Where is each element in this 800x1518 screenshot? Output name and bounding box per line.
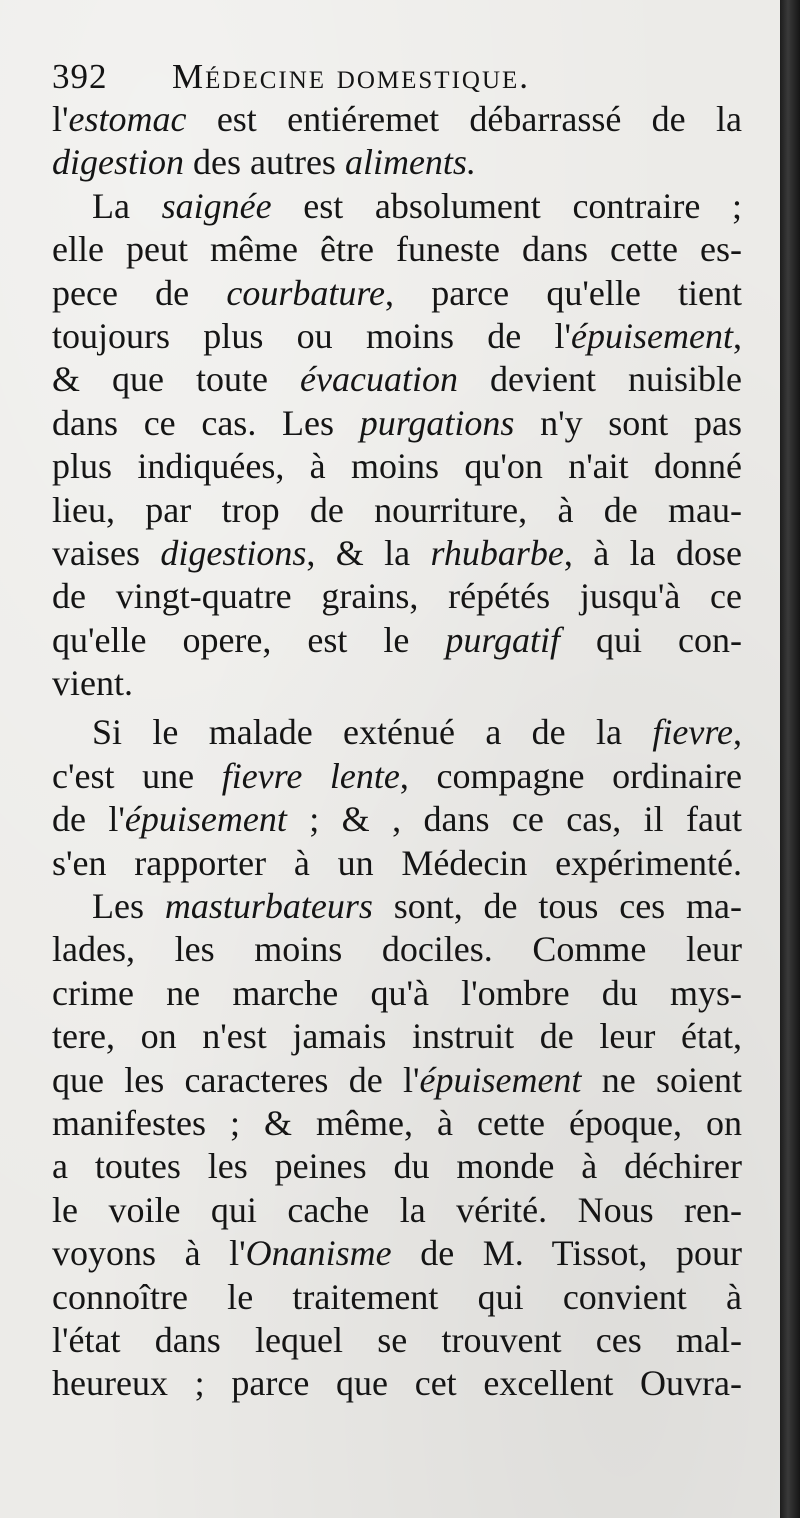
text-line: tere, on n'est jamais instruit de leur état, — [52, 1016, 742, 1057]
text-line: plus indiquées, à moins qu'on n'ait donné — [52, 446, 742, 487]
text-line: l'estomac est entiéremet débarrassé de la — [52, 99, 742, 139]
text-line: c'est une fievre lente, compagne ordinaire — [52, 755, 742, 796]
page-edge-shadow — [780, 0, 800, 1518]
text-line: qu'elle opere, est le purgatif qui con- — [52, 619, 742, 660]
text-line: vaises digestions, & la rhubarbe, à la dose — [52, 532, 742, 573]
text-line: que les caracteres de l'épuisement ne soient — [52, 1059, 742, 1100]
text-line: toujours plus ou moins de l'épuisement, — [52, 315, 742, 356]
page-header — [52, 52, 742, 102]
text-line: voyons à l'Onanisme de M. Tissot, pour — [52, 1233, 742, 1274]
text-line: & que toute évacuation devient nuisible — [52, 359, 742, 400]
text-line: l'état dans lequel se trouvent ces mal- — [52, 1319, 742, 1360]
text-line: Les masturbateurs sont, de tous ces ma- — [92, 886, 742, 927]
text-line: manifestes ; & même, à cette époque, on — [52, 1102, 742, 1143]
text-line: Si le malade exténué a de la fievre, — [92, 712, 742, 753]
text-line: lades, les moins dociles. Comme leur — [52, 929, 742, 970]
text-line: pece de courbature, parce qu'elle tient — [52, 272, 742, 313]
page-number: 392 — [52, 57, 108, 96]
text-line: connoître le traitement qui convient à — [52, 1276, 742, 1317]
text-line: elle peut même être funeste dans cette es- — [52, 229, 742, 270]
text-line: digestion des autres aliments. — [52, 142, 476, 183]
running-title: Médecine domestique. — [172, 57, 531, 96]
text-line: vient. — [52, 663, 133, 704]
text-line: le voile qui cache la vérité. Nous ren- — [52, 1189, 742, 1230]
body-text — [52, 98, 742, 1406]
text-line: s'en rapporter à un Médecin expérimenté. — [52, 842, 742, 883]
text-line: dans ce cas. Les purgations n'y sont pas — [52, 402, 742, 443]
text-line: lieu, par trop de nourriture, à de mau- — [52, 489, 742, 530]
text-line: heureux ; parce que cet excellent Ouvra- — [52, 1363, 742, 1404]
text-line: crime ne marche qu'à l'ombre du mys- — [52, 972, 742, 1013]
text-line: a toutes les peines du monde à déchirer — [52, 1146, 742, 1187]
text-line: de vingt-quatre grains, répétés jusqu'à ce — [52, 576, 742, 617]
text-line: de l'épuisement ; & , dans ce cas, il faut — [52, 799, 742, 840]
text-line: La saignée est absolument contraire ; — [92, 185, 742, 226]
